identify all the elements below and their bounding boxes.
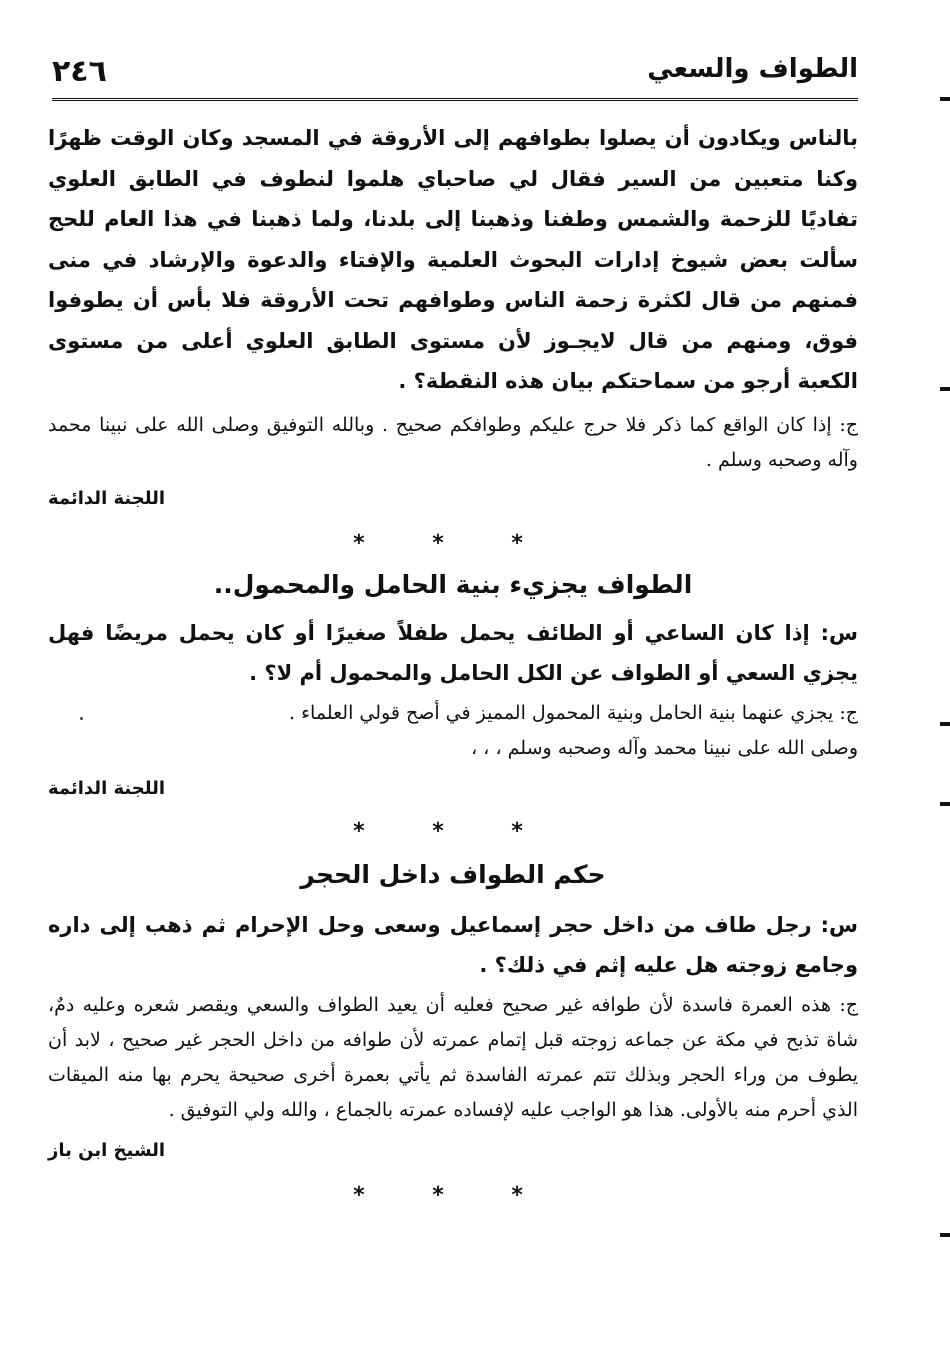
signature-2: اللجنة الدائمة	[48, 777, 166, 799]
signature-3: الشيخ ابن باز	[48, 1139, 166, 1161]
page-number: ٢٤٦	[52, 54, 107, 89]
section-title-3: حكم الطواف داخل الحجر	[300, 859, 606, 889]
question-3: س: رجل طاف من داخل حجر إسماعيل وسعى وحل الإحرام ثم ذهب إلى داره وجامع زوجته هل عليه إثم في ذلك؟ .	[48, 912, 858, 977]
separator-2: * * *	[353, 818, 553, 844]
separator-1: * * *	[353, 530, 553, 556]
signature-1: اللجنة الدائمة	[48, 487, 166, 509]
scan-mark	[940, 1233, 950, 1237]
page-content	[48, 118, 858, 1208]
page-header	[52, 52, 858, 101]
running-title: الطواف والسعي	[647, 54, 858, 84]
answer-2-line-1: ج: يجزي عنهما بنية الحامل وبنية المحمول المميز في أصح قولي العلماء .	[289, 701, 858, 724]
scan-mark	[940, 97, 950, 101]
scan-speck	[80, 717, 83, 720]
question-continuation: بالناس ويكادون أن يصلوا بطوافهم إلى الأروقة في المسجد وكان الوقت ظهرًا وكنا متعبين من السير فقال لي صاحباي هلموا لنطوف في الطابق العلوي تفاديًا للزحمة والشمس وطفنا وذهبنا إلى بلدنا، ولما ذهبنا في هذا العام للحج سألت بعض شيوخ إدارات البحوث العلمية والإفتاء والدعوة والإرشاد في منى فمنهم من قال لكثرة زحمة الناس وطوافهم تحت الأروقة فلا بأس أن يطوفوا فوق، ومنهم من قال لايجـوز لأن مستوى الطابق العلوي أعلى من مستوى الكعبة أرجو من سماحتكم بيان هذه النقطة؟ .	[48, 126, 858, 393]
section-title-2: الطواف يجزيء بنية الحامل والمحمول..	[213, 569, 693, 599]
answer-3: ج: هذه العمرة فاسدة لأن طوافه غير صحيح فعليه أن يعيد الطواف والسعي ويقصر شعره وعليه دمٌ، شاة تذبح في مكة عن جماعه زوجته قبل إتمام عمرته لأن طوافه من داخل الحجر غير صحيح ، لابد أن يطوف من وراء الحجر وبذلك تتم عمرته الفاسدة ثم يأتي بعمرة أخرى صحيحة يحرم بها منه الميقات الذي أحرم منه بالأولى. هذا هو الواجب عليه لإفساده عمرته بالجماع ، والله ولي التوفيق .	[48, 993, 858, 1121]
scan-mark	[940, 387, 950, 391]
question-2: س: إذا كان الساعي أو الطائف يحمل طفلاً صغيرًا أو كان يحمل مريضًا فهل يجزي السعي أو الطواف عن الكل الحامل والمحمول أم لا؟ .	[48, 620, 858, 685]
scan-mark	[940, 722, 950, 726]
answer-2-line-2: وصلى الله على نبينا محمد وآله وصحبه وسلم ، ، ،	[471, 736, 858, 759]
scan-mark	[940, 802, 950, 806]
answer-1: ج: إذا كان الواقع كما ذكر فلا حرج عليكم وطوافكم صحيح . وبالله التوفيق وصلى الله على نبينا محمد وآله وصحبه وسلم .	[48, 413, 858, 471]
separator-3: * * *	[353, 1182, 553, 1208]
